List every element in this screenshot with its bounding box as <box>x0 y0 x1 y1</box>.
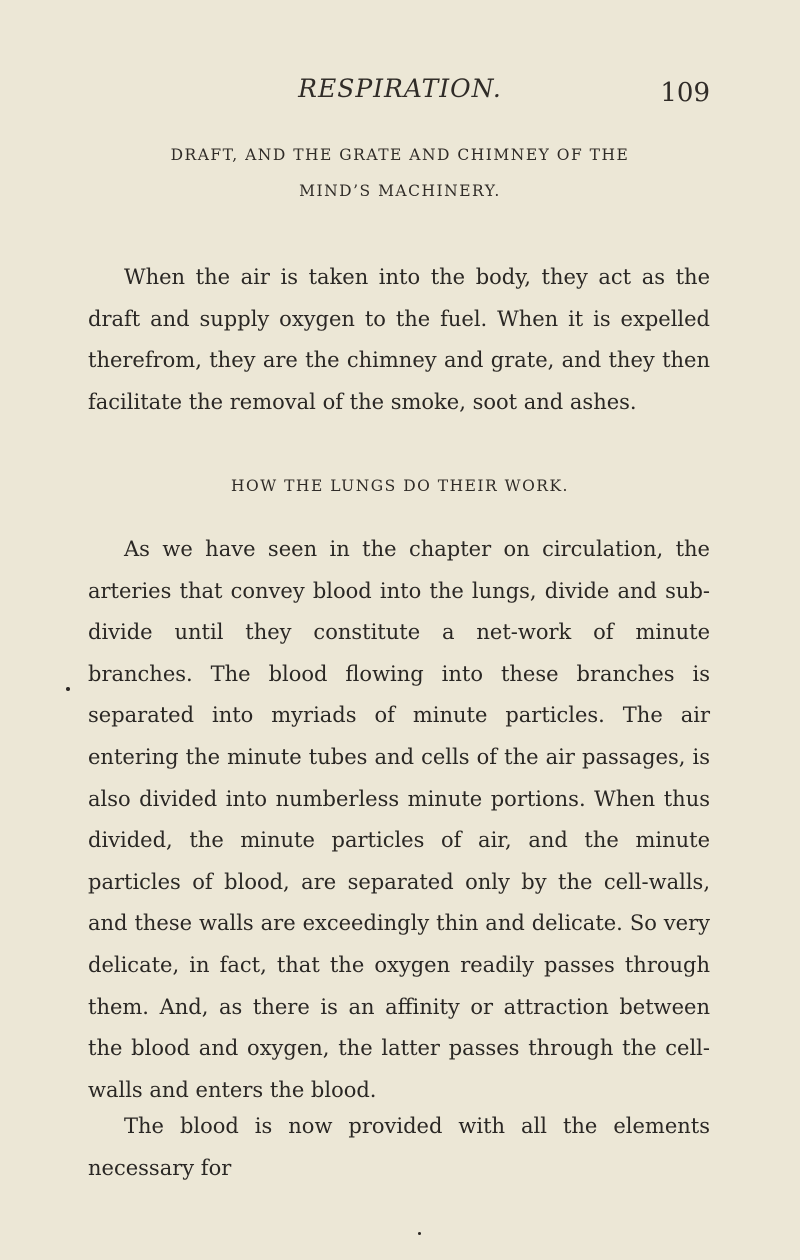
section-heading-line-1: DRAFT, AND THE GRATE AND CHIMNEY OF THE <box>170 146 630 164</box>
running-head <box>90 74 710 114</box>
section-heading-lungs: HOW THE LUNGS DO THEIR WORK. <box>231 477 569 495</box>
paragraph-lungs-text: As we have seen in the chapter on circulation, the arteries that convey blood into the lungs, divide and sub-divide until they constitute a net-work of minute branches. The blood flowing into these branches is separated into myriads of minute particles. The air entering the minute tubes and cells of the air passages, is also divided into numberless minute portions. When thus divided, the minute particles of air, and the minute particles of blood, are separated only by the cell-walls, and these walls are exceedingly thin and delicate. So very delicate, in fact, that the oxygen readily passes through them. And, as there is an affinity or attraction between the blood and oxygen, the latter passes through the cell-walls and enters the blood. <box>88 537 710 1102</box>
paragraph-draft <box>88 257 710 423</box>
ink-speck <box>418 1232 421 1235</box>
running-title: RESPIRATION. <box>298 74 502 103</box>
ink-speck <box>66 687 70 691</box>
section-heading-draft <box>90 137 710 209</box>
section-heading-line-2: MIND’S MACHINERY. <box>299 182 501 200</box>
paragraph-blood-text: The blood is now provided with all the elements necessary for <box>88 1114 710 1180</box>
paragraph-draft-text: When the air is taken into the body, they act as the draft and supply oxygen to the fuel. When it is expelled therefrom, they are the chimney and grate, and they then facilitate the removal of the smoke, soot and ashes. <box>88 265 710 414</box>
page-number: 109 <box>660 78 710 108</box>
paragraph-blood <box>88 1106 710 1189</box>
paragraph-lungs <box>88 529 710 1111</box>
